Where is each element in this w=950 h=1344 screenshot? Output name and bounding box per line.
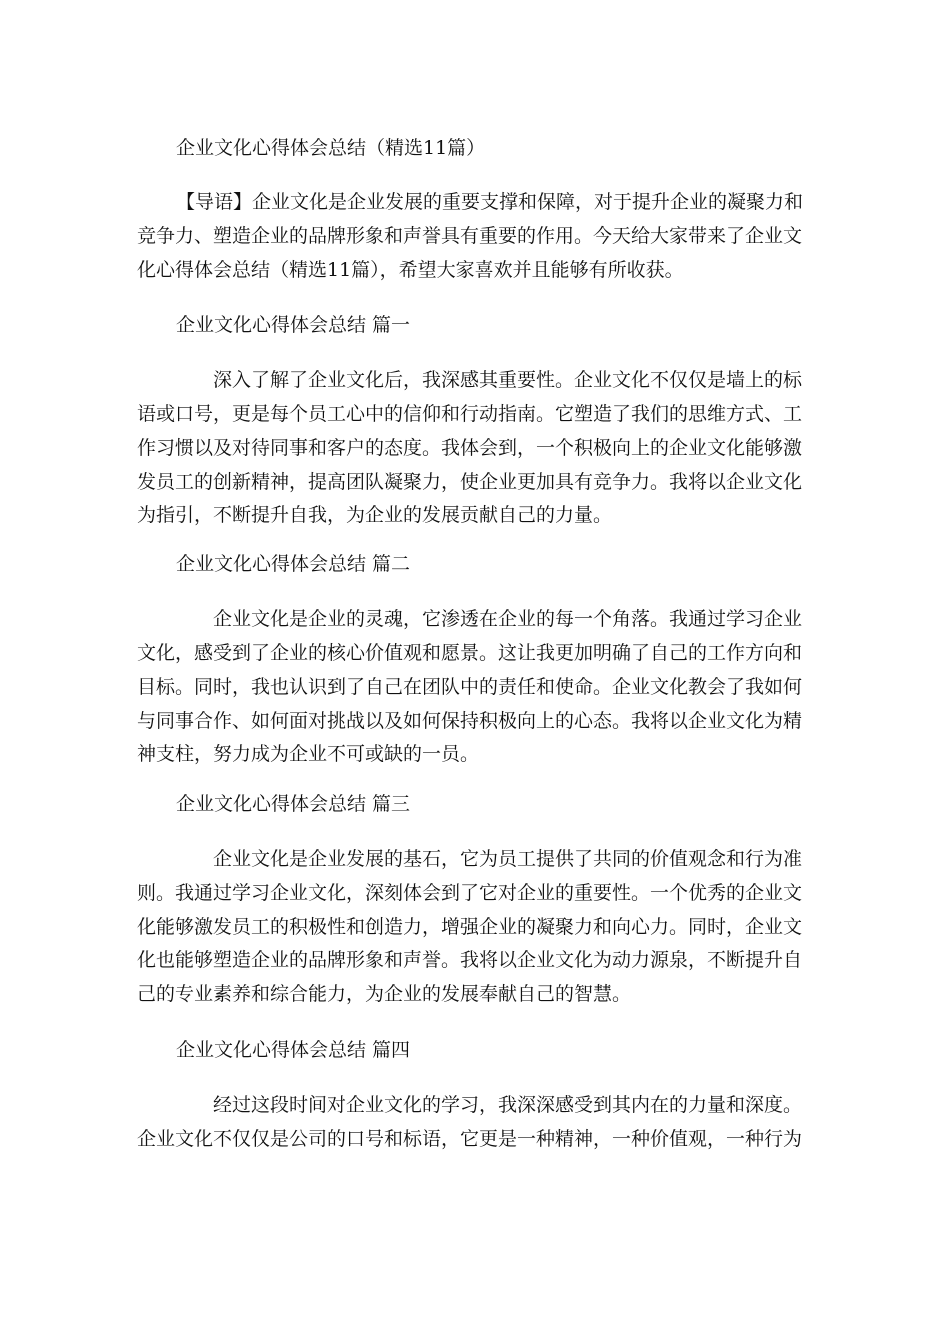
body-line: 为指引，不断提升自我，为企业的发展贡献自己的力量。	[137, 504, 613, 526]
body-line: 己的专业素养和综合能力，为企业的发展奉献自己的智慧。	[137, 983, 632, 1005]
section-heading-1: 企业文化心得体会总结 篇一	[176, 314, 411, 336]
body-line: 企业文化不仅仅是公司的口号和标语，它更是一种精神，一种价值观，一种行为	[137, 1128, 803, 1150]
section-heading-4: 企业文化心得体会总结 篇四	[176, 1039, 411, 1061]
body-line: 语或口号，更是每个员工心中的信仰和行动指南。它塑造了我们的思维方式、工	[137, 403, 803, 425]
body-line: 深入了解了企业文化后，我深感其重要性。企业文化不仅仅是墙上的标	[213, 369, 803, 391]
body-line: 作习惯以及对待同事和客户的态度。我体会到，一个积极向上的企业文化能够激	[137, 437, 803, 459]
body-line: 发员工的创新精神，提高团队凝聚力，使企业更加具有竞争力。我将以企业文化	[137, 471, 803, 493]
body-line: 目标。同时，我也认识到了自己在团队中的责任和使命。企业文化教会了我如何	[137, 676, 803, 698]
intro-line: 竞争力、塑造企业的品牌形象和声誉具有重要的作用。今天给大家带来了企业文	[137, 225, 803, 247]
body-line: 企业文化是企业的灵魂，它渗透在企业的每一个角落。我通过学习企业	[213, 608, 803, 630]
body-line: 企业文化是企业发展的基石，它为员工提供了共同的价值观念和行为准	[213, 848, 803, 870]
body-line: 神支柱，努力成为企业不可或缺的一员。	[137, 743, 480, 765]
body-line: 化能够激发员工的积极性和创造力，增强企业的凝聚力和向心力。同时，企业文	[137, 916, 803, 938]
intro-line: 【导语】企业文化是企业发展的重要支撑和保障，对于提升企业的凝聚力和	[176, 191, 804, 213]
section-heading-2: 企业文化心得体会总结 篇二	[176, 553, 411, 575]
intro-line: 化心得体会总结（精选11篇），希望大家喜欢并且能够有所收获。	[137, 259, 684, 281]
body-line: 经过这段时间对企业文化的学习，我深深感受到其内在的力量和深度。	[213, 1094, 803, 1116]
body-line: 文化，感受到了企业的核心价值观和愿景。这让我更加明确了自己的工作方向和	[137, 642, 803, 664]
body-line: 则。我通过学习企业文化，深刻体会到了它对企业的重要性。一个优秀的企业文	[137, 882, 803, 904]
section-heading-3: 企业文化心得体会总结 篇三	[176, 793, 411, 815]
body-line: 与同事合作、如何面对挑战以及如何保持积极向上的心态。我将以企业文化为精	[137, 710, 803, 732]
body-line: 化也能够塑造企业的品牌形象和声誉。我将以企业文化为动力源泉，不断提升自	[137, 949, 803, 971]
document-title: 企业文化心得体会总结（精选11篇）	[176, 137, 486, 159]
